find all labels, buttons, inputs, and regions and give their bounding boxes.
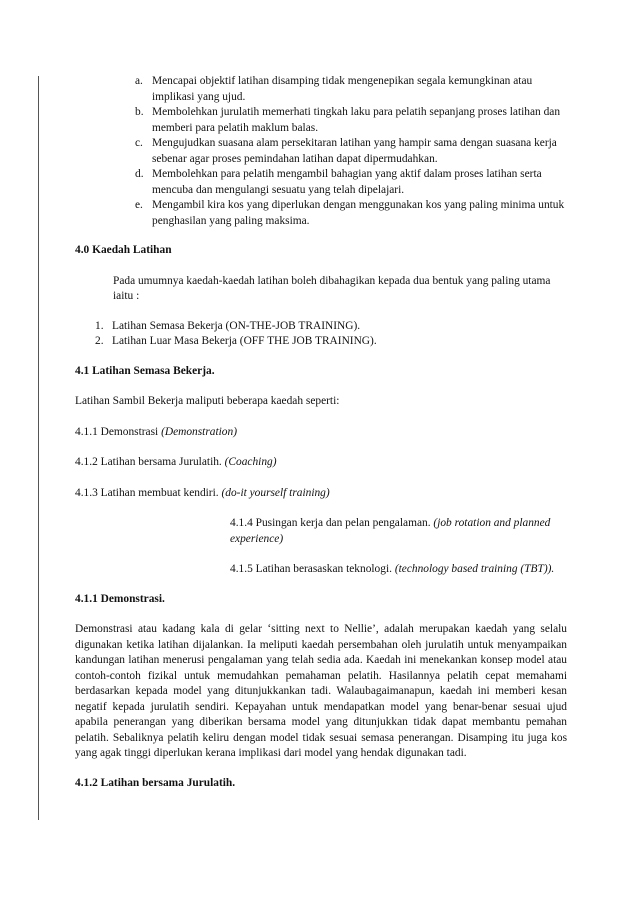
list-item: b. Membolehkan jurulatih memerhati tingkah laku para pelatih sepanjang proses latihan dan memberi para pelatih maklum balas. — [135, 106, 561, 134]
method-item: 4.1.2 Latihan bersama Jurulatih. (Coaching) — [75, 456, 277, 468]
page-margin-line — [38, 76, 39, 820]
method-item: 4.1.1 Demonstrasi (Demonstration) — [75, 425, 237, 438]
document-page — [75, 74, 567, 791]
method-item: 4.1.3 Latihan membuat kendiri. (do-it yourself training) — [75, 486, 330, 499]
list-item: d. Membolehkan para pelatih mengambil bahagian yang aktif dalam proses latihan serta mencuba dan mengulangi sesuatu yang telah dipelajari. — [135, 168, 542, 196]
section-heading-4-1-1: 4.1.1 Demonstrasi. — [75, 592, 165, 605]
method-item-indented: 4.1.5 Latihan berasaskan teknologi. (technology based training (TBT)). — [230, 563, 555, 575]
list-item: 1. Latihan Semasa Bekerja (ON-THE-JOB TRAINING). — [95, 319, 361, 332]
section-4-1-1-body: Demonstrasi atau kadang kala di gelar ‘sitting next to Nellie’, adalah merupakan kaedah yang selalu digunakan ketika latihan dijalankan. Ia meliputi kaedah persembahan oleh jurulatih untuk menyampaikan kandungan latihan menerusi pengalaman yang telah sedia ada. Kaedah ini menekankan konsep model atau contoh-contoh fizikal untuk memudahkan pemahaman pelatih. Hasilannya pelatih cepat memahami berdasarkan kepada model yang ditunjukkankan tadi. Walaubagaimanapun, kaedah ini memberi kesan negatif kepada jurulatih sendiri. Kepayahan untuk mendapatkan model yang benar-benar sesuai ujud apabila penerangan yang diberikan bersama model yang ditunjukkan tidak dapat membantu pemahan pelatih. Sebaliknya pelatih keliru dengan model tidak sesuai semasa penerangan. Disamping itu juga kos yang agak tinggi diperlukan kerana implikasi dari model yang hendak digunakan tadi. — [75, 623, 567, 759]
objectives-list — [135, 74, 567, 229]
training-types-list — [95, 319, 567, 350]
list-item: c. Mengujudkan suasana alam persekitaran latihan yang hampir sama dengan suasana kerja sebenar agar proses pemindahan latihan dapat dipermudahkan. — [135, 137, 557, 165]
section-heading-4-1: 4.1 Latihan Semasa Bekerja. — [75, 364, 215, 377]
list-item: 2. Latihan Luar Masa Bekerja (OFF THE JOB TRAINING). — [95, 335, 377, 347]
list-item: e. Mengambil kira kos yang diperlukan dengan menggunakan kos yang paling minima untuk penghasilan yang paling maksima. — [135, 199, 565, 227]
method-item-indented: 4.1.4 Pusingan kerja dan pelan pengalaman. (job rotation and planned experience) — [230, 517, 551, 545]
section-heading-4-0: 4.0 Kaedah Latihan — [75, 244, 172, 256]
section-4-1-intro: Latihan Sambil Bekerja maliputi beberapa kaedah seperti: — [75, 395, 340, 407]
list-item: a. Mencapai objektif latihan disamping tidak mengenepikan segala kemungkinan atau implikasi yang ujud. — [135, 75, 533, 103]
section-heading-4-1-2: 4.1.2 Latihan bersama Jurulatih. — [75, 776, 236, 789]
section-4-0-intro: Pada umumnya kaedah-kaedah latihan boleh dibahagikan kepada dua bentuk yang paling utama iaitu : — [113, 274, 551, 302]
